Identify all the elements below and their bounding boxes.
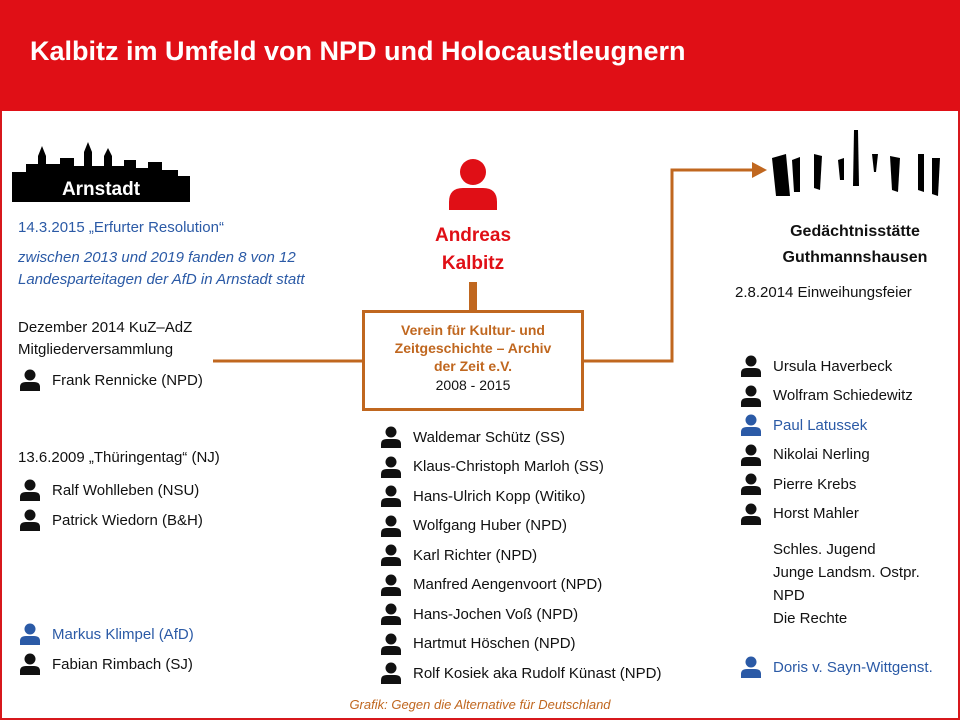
person-name: Markus Klimpel (AfD) bbox=[52, 625, 194, 643]
person-entry bbox=[741, 385, 913, 407]
event1-line2: Mitgliederversammlung bbox=[18, 341, 174, 358]
footer-credit: Grafik: Gegen die Alternative für Deutschland bbox=[349, 697, 611, 712]
person-entry bbox=[20, 479, 199, 501]
arrow-head bbox=[752, 162, 767, 178]
person-name: Doris v. Sayn-Wittgenst. bbox=[773, 658, 933, 676]
person-name: Ralf Wohlleben (NSU) bbox=[52, 481, 200, 499]
archive-name-line1: Verein für Kultur- und bbox=[401, 322, 545, 338]
person-name: Karl Richter (NPD) bbox=[413, 546, 538, 564]
person-name: Hans-Jochen Voß (NPD) bbox=[413, 605, 579, 623]
connector-right bbox=[584, 170, 752, 361]
person-entry bbox=[381, 485, 586, 507]
person-name: Hartmut Höschen (NPD) bbox=[413, 635, 576, 652]
page-title: Kalbitz im Umfeld von NPD und Holocaustleugnern bbox=[30, 36, 686, 66]
person-name: Manfred Aengenvoort (NPD) bbox=[413, 576, 603, 593]
archive-box bbox=[362, 310, 584, 411]
kalbitz-name-line2: Kalbitz bbox=[441, 253, 505, 274]
group-item: Junge Landsm. Ostpr. bbox=[773, 564, 920, 581]
person-entry bbox=[741, 414, 867, 436]
memorial-name-line2: Guthmannshausen bbox=[782, 249, 928, 266]
memorial-event: 2.8.2014 Einweihungsfeier bbox=[735, 284, 912, 301]
person-name: Frank Rennicke (NPD) bbox=[52, 371, 203, 389]
person-name: Wolfgang Huber (NPD) bbox=[413, 517, 567, 534]
person-entry bbox=[741, 503, 859, 525]
person-entry bbox=[20, 369, 203, 391]
person-icon bbox=[741, 444, 761, 466]
person-entry bbox=[741, 656, 933, 678]
group-item: Schles. Jugend bbox=[773, 541, 876, 558]
person-name: Wolfram Schiedewitz bbox=[773, 387, 913, 404]
person-entry bbox=[741, 444, 870, 466]
memorial-name-line1: Gedächtnisstätte bbox=[790, 223, 920, 240]
kalbitz-person-icon bbox=[448, 158, 498, 210]
kalbitz-name-line1: Andreas bbox=[434, 225, 512, 246]
person-name: Fabian Rimbach (SJ) bbox=[52, 655, 193, 673]
group-item: NPD bbox=[773, 587, 805, 604]
person-name: Hans-Ulrich Kopp (Witiko) bbox=[413, 487, 586, 505]
person-icon bbox=[20, 509, 40, 531]
memorial-icon bbox=[766, 130, 946, 200]
person-entry bbox=[741, 355, 892, 377]
arnstadt-skyline-icon bbox=[12, 142, 190, 202]
person-icon bbox=[381, 603, 401, 625]
memorial-groups bbox=[773, 538, 920, 630]
person-icon bbox=[741, 414, 761, 436]
person-icon bbox=[381, 456, 401, 478]
archive-name-line2: Zeitgeschichte – Archiv bbox=[394, 340, 552, 357]
person-icon bbox=[20, 479, 40, 501]
party-conf-line1: zwischen 2013 und 2019 fanden 8 von 12 bbox=[18, 249, 296, 266]
person-icon bbox=[20, 653, 40, 675]
person-entry bbox=[381, 574, 602, 596]
person-icon bbox=[381, 515, 401, 537]
person-entry bbox=[381, 515, 567, 537]
person-name: Rolf Kosiek aka Rudolf Künast (NPD) bbox=[413, 664, 662, 682]
resolution-text: 14.3.2015 „Erfurter Resolution“ bbox=[18, 219, 224, 236]
person-icon bbox=[741, 385, 761, 407]
person-entry bbox=[20, 623, 194, 645]
person-name: Pierre Krebs bbox=[773, 475, 857, 493]
kalbitz-name bbox=[413, 222, 533, 278]
archive-years: 2008 - 2015 bbox=[435, 376, 511, 393]
person-icon bbox=[381, 633, 401, 655]
person-name: Waldemar Schütz (SS) bbox=[413, 428, 565, 446]
person-icon bbox=[381, 426, 401, 448]
person-icon bbox=[741, 656, 761, 678]
person-entry bbox=[381, 603, 578, 625]
person-name: Patrick Wiedorn (B&H) bbox=[52, 511, 203, 529]
person-icon bbox=[741, 355, 761, 377]
person-entry bbox=[381, 426, 565, 448]
person-icon bbox=[20, 623, 40, 645]
person-entry bbox=[381, 662, 661, 684]
person-name: Ursula Haverbeck bbox=[773, 357, 893, 375]
person-icon bbox=[381, 485, 401, 507]
person-icon bbox=[381, 544, 401, 566]
person-name: Horst Mahler bbox=[773, 505, 859, 522]
person-entry bbox=[20, 509, 203, 531]
event2-title: 13.6.2009 „Thüringentag“ (NJ) bbox=[18, 449, 220, 466]
arnstadt-label: Arnstadt bbox=[61, 179, 141, 200]
party-conf-line2: Landesparteitagen der AfD in Arnstadt statt bbox=[18, 271, 305, 288]
person-icon bbox=[741, 503, 761, 525]
person-entry bbox=[741, 473, 856, 495]
person-entry bbox=[381, 544, 537, 566]
person-entry bbox=[381, 633, 576, 655]
person-name: Klaus-Christoph Marloh (SS) bbox=[413, 458, 604, 475]
archive-name-line3: der Zeit e.V. bbox=[433, 358, 513, 375]
person-icon bbox=[20, 369, 40, 391]
person-name: Paul Latussek bbox=[773, 416, 868, 434]
person-icon bbox=[381, 662, 401, 684]
person-icon bbox=[741, 473, 761, 495]
group-item: Die Rechte bbox=[773, 610, 848, 627]
person-name: Nikolai Nerling bbox=[773, 446, 870, 463]
person-icon bbox=[381, 574, 401, 596]
event1-line1: Dezember 2014 KuZ–AdZ bbox=[18, 319, 193, 336]
person-entry bbox=[20, 653, 193, 675]
person-entry bbox=[381, 456, 604, 478]
memorial-name bbox=[760, 219, 950, 271]
